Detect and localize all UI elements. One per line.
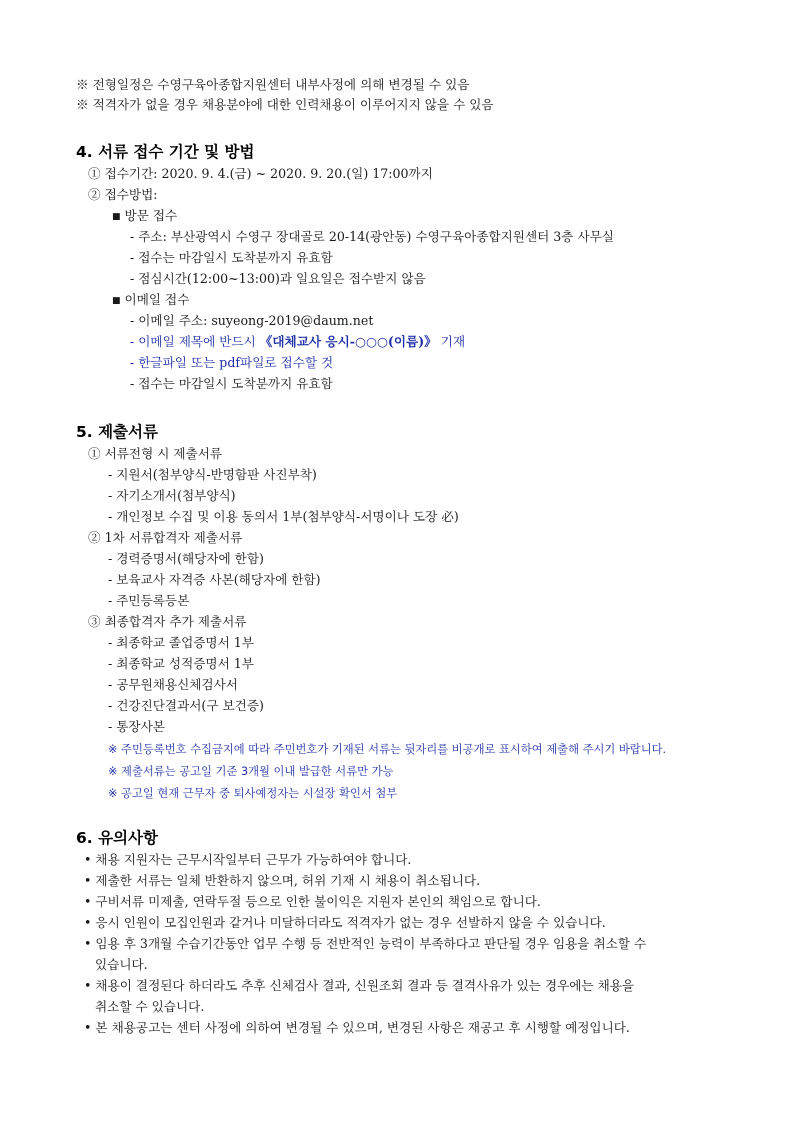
first-pass-label: ② 1차 서류합격자 제출서류 — [88, 530, 243, 545]
list-item: • 본 채용공고는 센터 사정에 의하여 변경될 수 있으며, 변경된 사항은 재공고 후 시행할 예정입니다. — [84, 1020, 630, 1035]
email-address: - 이메일 주소: suyeong-2019@daum.net — [130, 313, 374, 328]
list-item: - 경력증명서(해당자에 한함) — [108, 551, 264, 566]
email-deadline: - 접수는 마감일시 도착분까지 유효함 — [130, 376, 333, 391]
note-document-validity: ※ 제출서류는 공고일 기준 3개월 이내 발급한 서류만 가능 — [108, 765, 394, 778]
list-item: • 채용이 결정된다 하더라도 추후 신체검사 결과, 신원조회 결과 등 결격사유가 있는 경우에는 채용을 — [84, 978, 635, 993]
final-pass-label: ③ 최종합격자 추가 제출서류 — [88, 614, 247, 629]
notice-schedule-change: ※ 전형일정은 수영구육아종합지원센터 내부사정에 의해 변경될 수 있음 — [76, 77, 470, 92]
square-bullet-icon: ■ — [112, 212, 121, 222]
visit-lunch-notice: - 점심시간(12:00~13:00)과 일요일은 접수받지 않음 — [130, 271, 426, 286]
email-subject-format: 《대체교사 응시-○○○(이름)》 — [259, 334, 437, 349]
email-subject-prefix: - 이메일 제목에 반드시 — [130, 334, 260, 349]
list-item: • 임용 후 3개월 수습기간동안 업무 수행 등 전반적인 능력이 부족하다고 판단될 경우 임용을 취소할 수 — [84, 936, 647, 951]
list-item: • 구비서류 미제출, 연락두절 등으로 인한 불이익은 지원자 본인의 책임으로 합니다. — [84, 894, 541, 909]
list-item: - 통장사본 — [108, 719, 165, 734]
section5-title: 5. 제출서류 — [76, 423, 158, 441]
list-item: - 보육교사 자격증 사본(해당자에 한함) — [108, 572, 321, 587]
list-item: • 채용 지원자는 근무시작일부터 근무가 가능하여야 합니다. — [84, 852, 412, 867]
notice-no-qualified: ※ 적격자가 없을 경우 채용분야에 대한 인력채용이 이루어지지 않을 수 있음 — [76, 97, 494, 112]
application-method: ② 접수방법: — [88, 187, 158, 202]
list-item: - 자기소개서(첨부양식) — [108, 488, 236, 503]
list-item: - 공무원채용신체검사서 — [108, 677, 238, 692]
visit-application-label — [112, 208, 177, 226]
list-item: - 건강진단결과서(구 보건증) — [108, 698, 264, 713]
application-period: ① 접수기간: 2020. 9. 4.(금) ~ 2020. 9. 20.(일) 17:00까지 — [88, 166, 433, 181]
visit-address: - 주소: 부산광역시 수영구 장대골로 20-14(광안동) 수영구육아종합지원센터 3층 사무실 — [130, 229, 614, 244]
email-file-format: - 한글파일 또는 pdf파일로 접수할 것 — [130, 355, 334, 370]
email-application-label — [112, 292, 189, 310]
list-item: - 최종학교 졸업증명서 1부 — [108, 635, 254, 650]
list-item: - 지원서(첨부양식-반명함판 사진부착) — [108, 467, 317, 482]
visit-deadline: - 접수는 마감일시 도착분까지 유효함 — [130, 250, 333, 265]
note-retiring-staff: ※ 공고일 현재 근무자 중 퇴사예정자는 시설장 확인서 첨부 — [108, 787, 398, 800]
doc-screening-label: ① 서류전형 시 제출서류 — [88, 446, 223, 461]
list-item: • 응시 인원이 모집인원과 같거나 미달하더라도 적격자가 없는 경우 선발하지 않을 수 있습니다. — [84, 915, 606, 930]
email-subject-rule — [130, 334, 465, 350]
email-label: 이메일 접수 — [124, 292, 190, 307]
section4-title: 4. 서류 접수 기간 및 방법 — [76, 143, 255, 161]
list-item-continuation: 있습니다. — [95, 957, 148, 972]
note-resident-number: ※ 주민등록번호 수집금지에 따라 주민번호가 기재된 서류는 뒷자리를 비공개로 표시하여 제출해 주시기 바랍니다. — [108, 743, 667, 756]
section6-title: 6. 유의사항 — [76, 829, 158, 847]
list-item: - 주민등록등본 — [108, 593, 190, 608]
square-bullet-icon: ■ — [112, 296, 121, 306]
list-item-continuation: 취소할 수 있습니다. — [95, 999, 205, 1014]
email-subject-suffix: 기재 — [436, 334, 466, 349]
list-item: • 제출한 서류는 일체 반환하지 않으며, 허위 기재 시 채용이 취소됩니다. — [84, 873, 481, 888]
visit-label: 방문 접수 — [124, 208, 178, 223]
list-item: - 개인정보 수집 및 이용 동의서 1부(첨부양식-서명이나 도장 必) — [108, 509, 459, 524]
list-item: - 최종학교 성적증명서 1부 — [108, 656, 254, 671]
